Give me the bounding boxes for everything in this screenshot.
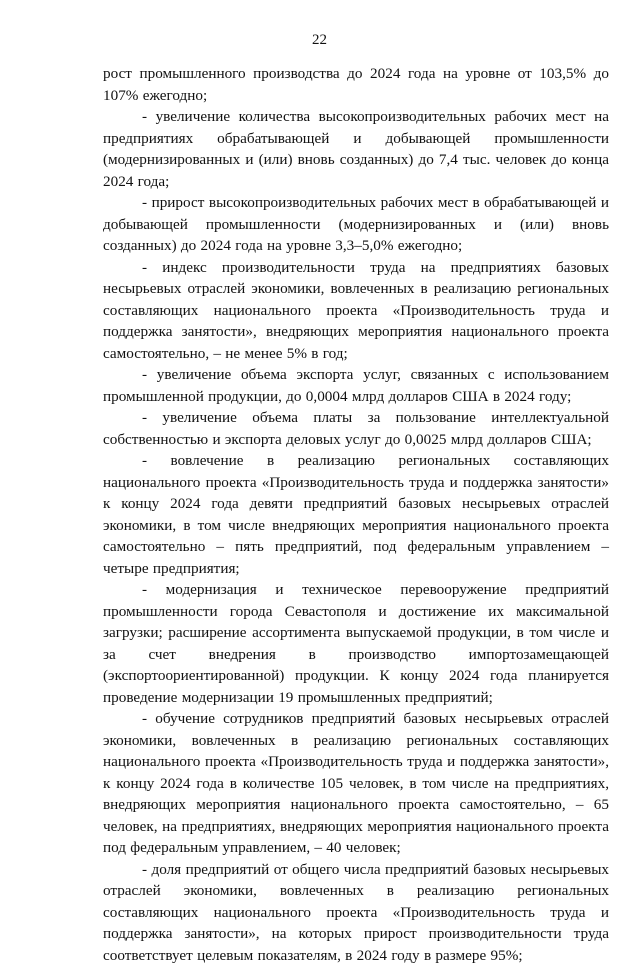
list-item-services-export: - увеличение объема экспорта услуг, связанных с использованием промышленной продукции, до 0,0004 млрд долларов США в 2024 году; bbox=[103, 364, 609, 407]
paragraph-production-growth: рост промышленного производства до 2024 года на уровне от 103,5% до 107% ежегодно; bbox=[103, 63, 609, 106]
list-item-enterprise-involvement: - вовлечение в реализацию региональных составляющих национального проекта «Производительность труда и поддержка занятости» к концу 2024 года девяти предприятий базовых несырьевых отраслей экономики, в том числе внедряющих мероприятия национального проекта самостоятельно – пять предприятий, под федеральным управлением – четыре предприятия; bbox=[103, 450, 609, 579]
list-item-enterprise-share: - доля предприятий от общего числа предприятий базовых несырьевых отраслей экономики, вовлеченных в реализацию региональных составляющих национального проекта «Производительность труда и поддержка занятости», на которых прирост производительности труда соответствует целевым показателям, в 2024 году в размере 95%; bbox=[103, 859, 609, 966]
list-item-high-performance-jobs: - увеличение количества высокопроизводительных рабочих мест на предприятиях обрабатывающей и добывающей промышленности (модернизированных и (или) вновь созданных) до 7,4 тыс. человек до конца 2024 года; bbox=[103, 106, 609, 192]
list-item-jobs-growth-rate: - прирост высокопроизводительных рабочих мест в обрабатывающей и добывающей промышленности (модернизированных и (или) вновь созданных) до 2024 года на уровне 3,3–5,0% ежегодно; bbox=[103, 192, 609, 257]
document-body bbox=[103, 63, 609, 966]
list-item-modernization: - модернизация и техническое перевооружение предприятий промышленности города Севастополя и достижение их максимальной загрузки; расширение ассортимента выпускаемой продукции, в том числе и за счет внедрения в производство импортозамещающей (экспортоориентированной) продукции. К концу 2024 года планируется проведение модернизации 19 промышленных предприятий; bbox=[103, 579, 609, 708]
list-item-ip-payments: - увеличение объема платы за пользование интеллектуальной собственностью и экспорта деловых услуг до 0,0025 млрд долларов США; bbox=[103, 407, 609, 450]
page-number: 22 bbox=[0, 31, 639, 49]
list-item-productivity-index: - индекс производительности труда на предприятиях базовых несырьевых отраслей экономики, вовлеченных в реализацию региональных составляющих национального проекта «Производительность труда и поддержка занятости», внедряющих мероприятия национального проекта самостоятельно, – не менее 5% в год; bbox=[103, 257, 609, 365]
list-item-employee-training: - обучение сотрудников предприятий базовых несырьевых отраслей экономики, вовлеченных в реализацию региональных составляющих национального проекта «Производительность труда и поддержка занятости», к концу 2024 года в количестве 105 человек, в том числе на предприятиях, внедряющих мероприятия национального проекта самостоятельно, – 65 человек, на предприятиях, внедряющих мероприятия национального проекта под федеральным управлением, – 40 человек; bbox=[103, 708, 609, 859]
